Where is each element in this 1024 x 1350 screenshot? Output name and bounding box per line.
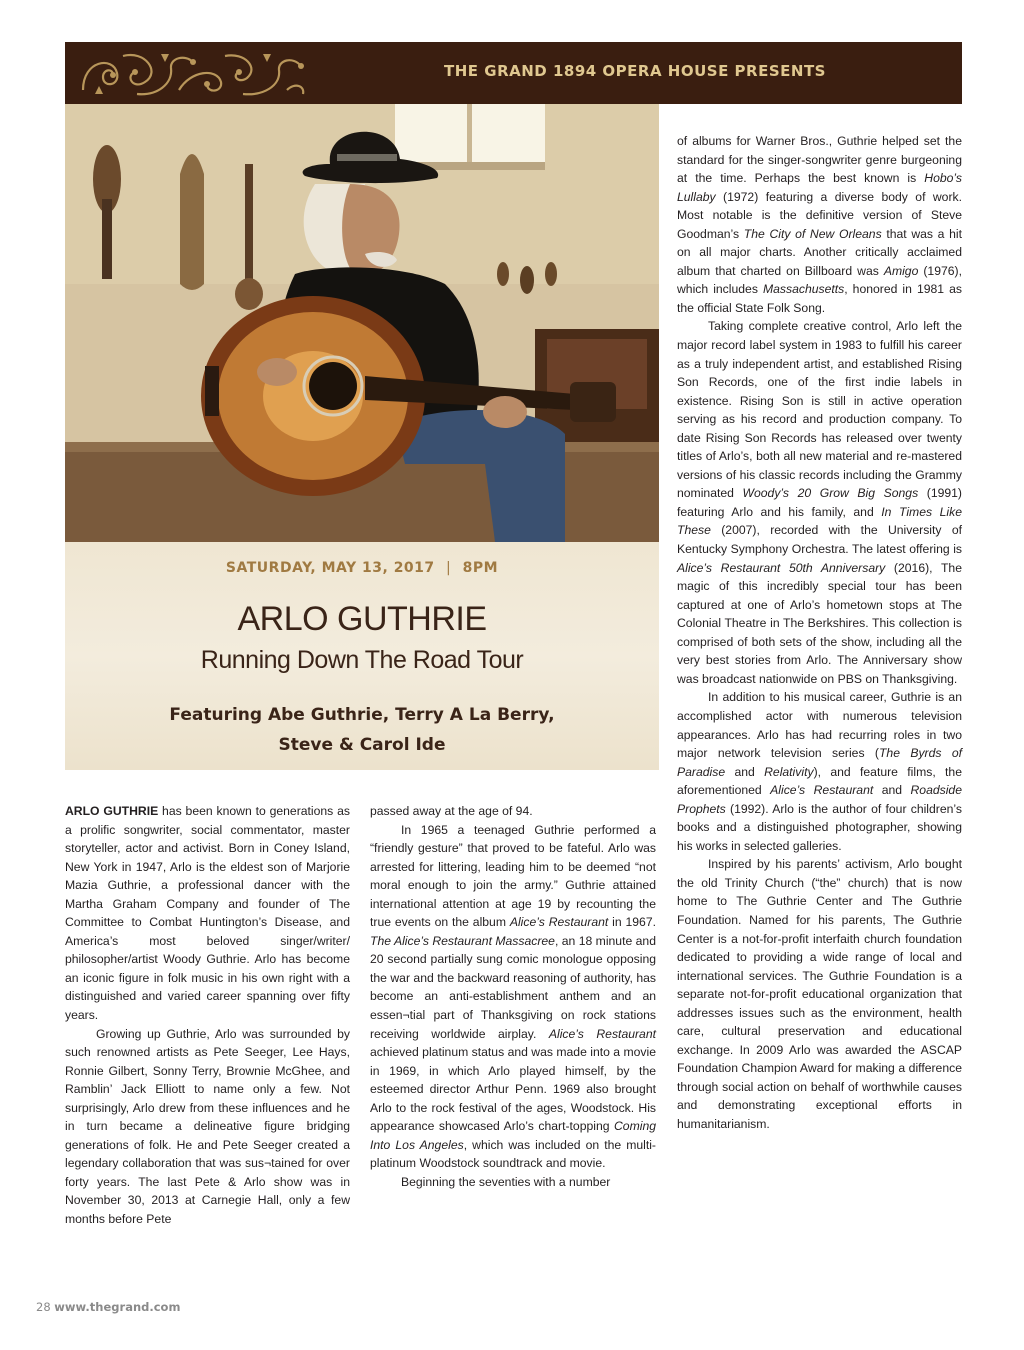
article-column-3 bbox=[677, 132, 962, 1134]
paragraph: Inspired by his parents’ activism, Arlo bought the old Trinity Church (“the” church) that is now home to The Guthrie Center and The Guthrie Foundation. Named for his parents, The Guthrie Center is a not-for-profit interfaith church foundation dedicated to providing a wide range of local and international services. The Guthrie Foundation is a separate not-for-profit educational organization that addresses issues such as the environment, health care, cultural preservation and educational exchange. In 2009 Arlo was awarded the ASCAP Foundation Champion Award for making a difference through social action on behalf of worthwhile causes and demonstrating exceptional efforts in humanitarianism. bbox=[677, 857, 962, 1131]
paragraph-text: (2007), recorded with the University of Kentucky Symphony Orchestra. The latest offering is bbox=[677, 523, 962, 557]
song-title: The City of New Orleans bbox=[743, 226, 882, 241]
song-title: Massachusetts bbox=[762, 282, 845, 297]
paragraph-text: (1991) featuring Arlo and his family, and bbox=[677, 486, 962, 519]
paragraph-text: In 1965 a teenaged Guthrie performed a “friendly gesture” that proved to be fateful. Arlo was arrested for littering, leading him to be deemed “not moral enough to join the army.” Guthrie attained international attention at age 19 by recounting the true events on the album bbox=[370, 822, 656, 930]
album-title: Amigo bbox=[883, 263, 919, 278]
paragraph-text: (1972) featuring a diverse body of work. Most notable is the definitive version of Steve Goodman’s bbox=[677, 189, 962, 241]
paragraph-text: of albums for Warner Bros., Guthrie helped set the standard for the singer-songwriter genre burgeoning at the time. Perhaps the best known is bbox=[677, 134, 962, 186]
series-title: Relativity bbox=[764, 764, 814, 779]
article-column-1 bbox=[65, 802, 350, 1229]
featuring-line-1: Featuring Abe Guthrie, Terry A La Berry, bbox=[169, 705, 555, 725]
paragraph-text: ), and feature films, the aforementioned bbox=[677, 764, 962, 798]
paragraph-text: , honored in 1981 as the official State Folk Song. bbox=[677, 282, 962, 315]
featuring-line-2: Steve & Carol Ide bbox=[278, 735, 446, 755]
paragraph bbox=[65, 802, 350, 1025]
paragraph-text: that was a hit on all major charts. Another critically acclaimed album that charted on Billboard was bbox=[677, 226, 962, 278]
paragraph-text: achieved platinum status and was made into a movie in 1969, in which Arlo played himself, by the esteemed director Arthur Penn. 1969 also brought Arlo to the rock festival of the ages, Woodstock. His appearance showcased Arlo’s chart-topping bbox=[370, 1045, 656, 1134]
paragraph-text: , which was included on the multi-platinum Woodstock soundtrack and movie. bbox=[370, 1137, 656, 1171]
event-separator: | bbox=[446, 560, 452, 576]
artist-photo bbox=[65, 104, 659, 542]
paragraph-text: (2016), The magic of this incredibly special tour has been captured at one of Arlo’s hometown stops at The Colonial Theatre in The Berkshires. This collection is comprised of both sets of the show, including all the very best stories from Arlo. The Anniversary show was broadcast nationwide on PBS on Thanksgiving. bbox=[677, 560, 962, 686]
paragraph-text: In addition to his musical career, Guthrie is an accomplished actor with numerous television appearances. Arlo has had recurring roles in two major network television series ( bbox=[677, 690, 962, 761]
paragraph-text: and bbox=[725, 764, 765, 779]
song-title: Coming Into Los Angeles bbox=[370, 1119, 656, 1152]
paragraph bbox=[677, 688, 962, 855]
event-date: SATURDAY, MAY 13, 2017 bbox=[225, 560, 435, 576]
album-title: Alice’s Restaurant 50th Anniversary bbox=[677, 560, 886, 575]
film-title: Alice’s Restaurant bbox=[770, 783, 874, 798]
paragraph-text: (1976), which includes bbox=[677, 263, 962, 297]
album-title: Hobo’s Lullaby bbox=[677, 171, 962, 204]
header-title: THE GRAND 1894 OPERA HOUSE PRESENTS bbox=[444, 62, 826, 80]
paragraph-text: (1992). Arlo is the author of four children’s books and a distinguished photographer, showing his works in selected galleries. bbox=[677, 801, 962, 853]
event-tour: Running Down The Road Tour bbox=[200, 646, 524, 674]
paragraph-text: Taking complete creative control, Arlo left the major record label system in 1983 to fulfill his career as a truly independent artist, and established Rising Son Records, one of the first indie labels in existence. Rising Son is still in active operation serving as his record and production company. To date Rising Son Records has released over twenty titles of Arlo’s, both all new material and re-mastered versions of his classic records including the Grammy nominated bbox=[677, 319, 962, 501]
paragraph bbox=[370, 821, 656, 1173]
paragraph-text: and bbox=[873, 783, 911, 798]
paragraph: Growing up Guthrie, Arlo was surrounded by such renowned artists as Pete Seeger, Lee Hays, Ronnie Gilbert, Sonny Terry, Brownie McGhee, and Ramblin’ Jack Elliott to name only a few. Not surprisingly, Arlo drew from these influences and he in turn became a delineative figure bridging generations of folk. He and Pete Seeger created a legendary collaboration that was sus¬tained for over forty years. The last Pete & Arlo show was in November 30, 2013 at Carnegie Hall, only a few months before Pete bbox=[65, 1026, 350, 1227]
song-title: The Alice’s Restaurant Massacree bbox=[370, 933, 555, 948]
paragraph-text: , an 18 minute and 20 second partially sung comic monologue opposing the war and the backward reasoning of authority, has become an anti-establishment anthem and an essen¬tial part of Thanksgiving on rock stations receiving worldwide airplay. bbox=[370, 933, 656, 1041]
album-title: In Times Like These bbox=[677, 504, 962, 538]
paragraph: Beginning the seventies with a number bbox=[401, 1174, 611, 1189]
film-title: Roadside Prophets bbox=[677, 783, 962, 816]
paragraph-text: has been known to generations as a prolific songwriter, social commentator, master storyteller, actor and activist. Born in Coney Island, New York in 1947, Arlo is the eldest son of Marjorie Mazia Guthrie, a professional dancer with the Martha Graham Company and founder of The Committee to Combat Huntington’s Disease, and America’s most beloved singer/writer/ philosopher/artist Woody Guthrie. Arlo has become an iconic figure in folk music in his own right with a distinguished and varied career spanning over fifty years. bbox=[65, 804, 350, 1023]
event-featuring bbox=[65, 700, 659, 760]
series-title: The Byrds of Paradise bbox=[677, 746, 963, 779]
header-band bbox=[65, 42, 962, 104]
page-footer bbox=[36, 1300, 180, 1314]
paragraph bbox=[677, 132, 962, 317]
page-number: 28 bbox=[36, 1300, 51, 1314]
event-time: 8PM bbox=[462, 560, 499, 576]
lead-name: ARLO GUTHRIE bbox=[65, 804, 159, 818]
article-column-2 bbox=[370, 802, 656, 1191]
event-artist: ARLO GUTHRIE bbox=[237, 600, 487, 638]
paragraph bbox=[677, 317, 962, 688]
ornamental-scroll-icon bbox=[75, 46, 310, 100]
album-title: Woody’s 20 Grow Big Songs bbox=[742, 486, 919, 501]
event-datetime bbox=[65, 560, 659, 576]
paragraph: passed away at the age of 94. bbox=[370, 804, 533, 818]
album-title: Alice’s Restaurant bbox=[548, 1026, 656, 1041]
footer-url[interactable]: www.thegrand.com bbox=[54, 1300, 181, 1314]
paragraph-text: in 1967. bbox=[608, 915, 656, 930]
event-info bbox=[65, 542, 659, 770]
album-title: Alice’s Restaurant bbox=[509, 915, 609, 930]
